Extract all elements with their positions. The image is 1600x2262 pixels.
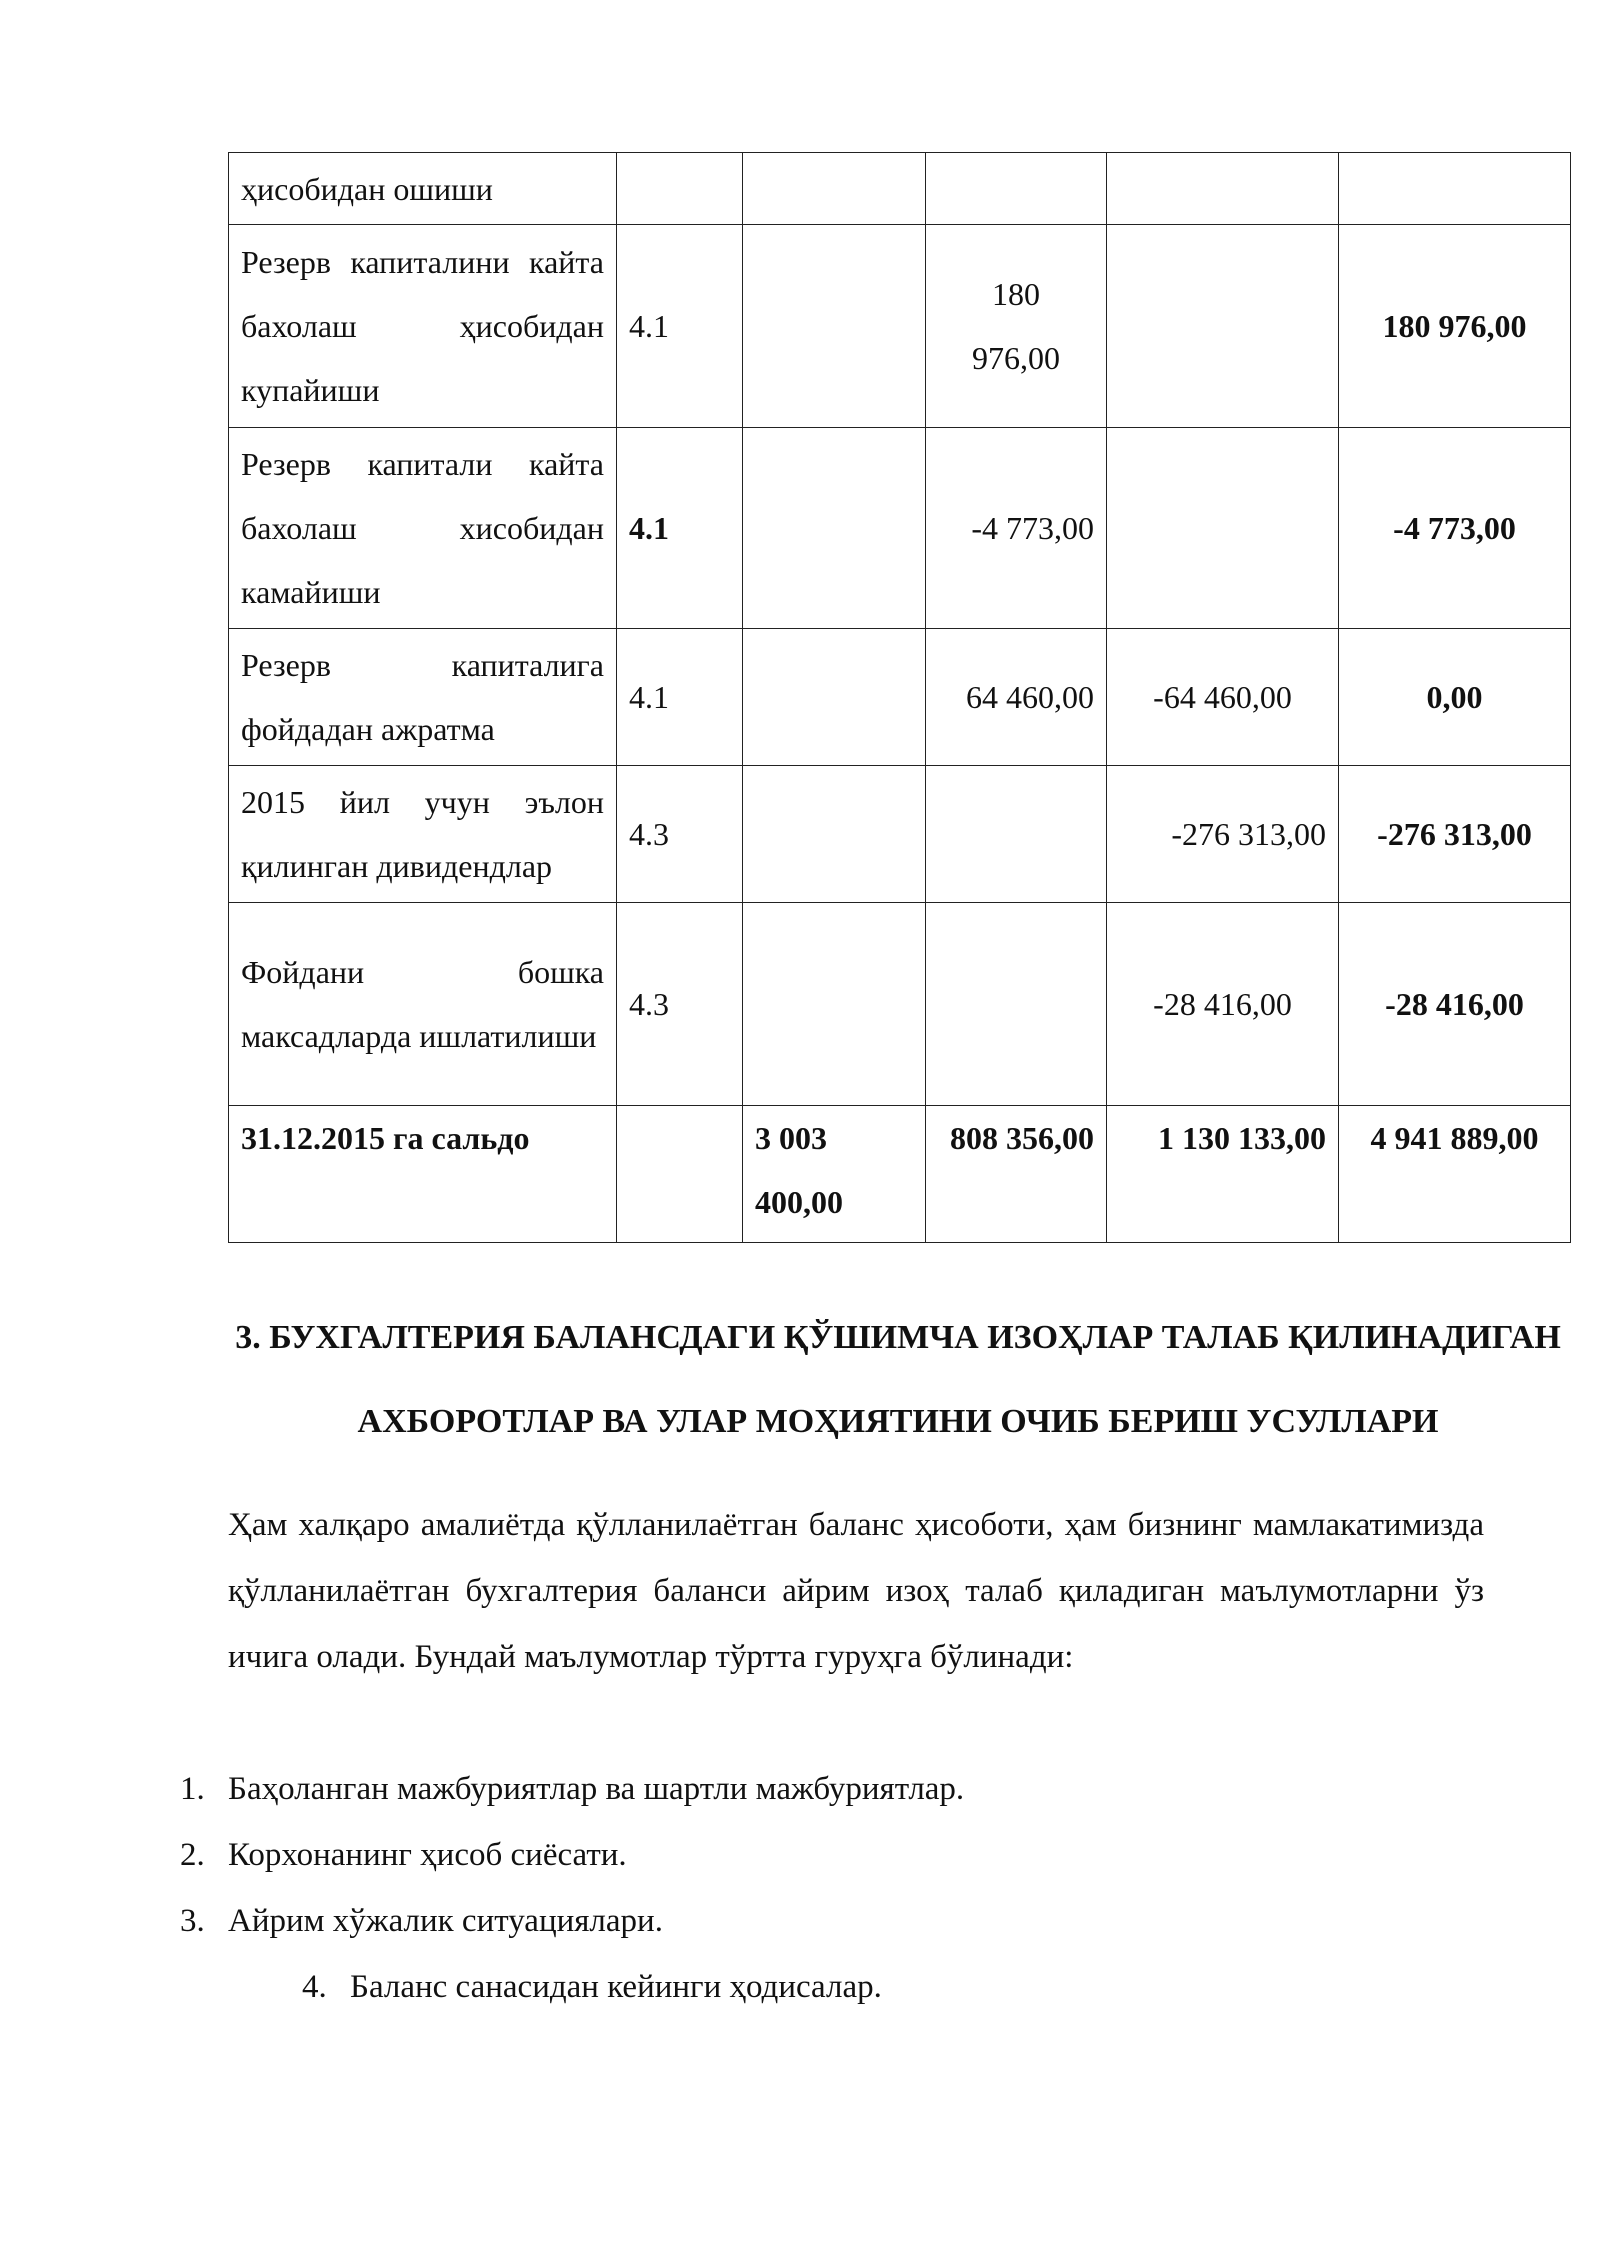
list-item bbox=[180, 1756, 965, 1822]
list-item bbox=[180, 1822, 627, 1888]
list-number: 3. bbox=[180, 1903, 205, 1939]
amount-cell bbox=[926, 153, 1107, 225]
amount-cell bbox=[1107, 153, 1339, 225]
amount-cell: 3 003 400,00 bbox=[743, 1106, 926, 1243]
table-row bbox=[229, 903, 1571, 1106]
body-paragraph: Ҳам халқаро амалиётда қўлланилаётган баланс ҳисоботи, ҳам бизнинг мамлакатимизда қўлланилаётган бухгалтерия баланси айрим изоҳ талаб қиладиган маълумотларни ўз ичига олади. Бундай маълумотлар тўртта гуруҳга бўлинади: bbox=[228, 1507, 1484, 1675]
total-cell: -4 773,00 bbox=[1339, 428, 1571, 629]
amount-cell bbox=[743, 766, 926, 903]
amount-cell: 1 130 133,00 bbox=[1107, 1106, 1339, 1243]
list-text: Корхонанинг ҳисоб сиёсати. bbox=[228, 1837, 627, 1873]
total-cell: 4 941 889,00 bbox=[1339, 1106, 1571, 1243]
note-cell: 4.1 bbox=[617, 629, 743, 766]
amount-cell bbox=[743, 428, 926, 629]
total-cell bbox=[1339, 153, 1571, 225]
note-cell bbox=[617, 1106, 743, 1243]
amount-cell bbox=[1107, 225, 1339, 428]
amount-cell bbox=[743, 629, 926, 766]
amount-cell bbox=[926, 766, 1107, 903]
list-text: Баланс санасидан кейинги ҳодисалар. bbox=[350, 1969, 882, 2005]
amount-cell bbox=[1107, 428, 1339, 629]
amount-cell bbox=[926, 903, 1107, 1106]
table-row bbox=[229, 153, 1571, 225]
amount-cell: -4 773,00 bbox=[926, 428, 1107, 629]
section-heading: 3. БУХГАЛТЕРИЯ БАЛАНСДАГИ ҚЎШИМЧА ИЗОҲЛАР ТАЛАБ ҚИЛИНАДИГАН АХБОРОТЛАР ВА УЛАР МОҲИЯТИНИ ОЧИБ БЕРИШ УСУЛЛАРИ bbox=[235, 1319, 1561, 1440]
amount-cell: -28 416,00 bbox=[1107, 903, 1339, 1106]
total-cell: 0,00 bbox=[1339, 629, 1571, 766]
amount-cell: 180 976,00 bbox=[926, 225, 1107, 428]
row-label: 31.12.2015 га сальдо bbox=[229, 1106, 617, 1243]
table-row bbox=[229, 766, 1571, 903]
equity-changes-table bbox=[228, 152, 1571, 1243]
list-item bbox=[302, 1954, 882, 2020]
note-cell: 4.1 bbox=[617, 225, 743, 428]
row-label: Резерв капиталига фойдадан ажратма bbox=[229, 629, 617, 766]
list-text: Баҳоланган мажбуриятлар ва шартли мажбуриятлар. bbox=[228, 1771, 965, 1807]
table-row bbox=[229, 225, 1571, 428]
amount-cell bbox=[743, 903, 926, 1106]
total-cell: 180 976,00 bbox=[1339, 225, 1571, 428]
note-cell bbox=[617, 153, 743, 225]
list-number: 1. bbox=[180, 1771, 205, 1807]
amount-cell bbox=[743, 153, 926, 225]
row-label: ҳисобидан ошиши bbox=[229, 153, 617, 225]
list-text: Айрим хўжалик ситуациялари. bbox=[228, 1903, 663, 1939]
list-item bbox=[180, 1888, 663, 1954]
amount-cell: 808 356,00 bbox=[926, 1106, 1107, 1243]
list-number: 4. bbox=[302, 1969, 327, 2005]
list-number: 2. bbox=[180, 1837, 205, 1873]
row-label: Резерв капиталини кайта бахолаш ҳисобидан купайиши bbox=[229, 225, 617, 428]
amount-cell: 64 460,00 bbox=[926, 629, 1107, 766]
table-row bbox=[229, 428, 1571, 629]
table-row bbox=[229, 629, 1571, 766]
row-label: 2015 йил учун эълон қилинган дивидендлар bbox=[229, 766, 617, 903]
note-cell: 4.1 bbox=[617, 428, 743, 629]
table-row-total bbox=[229, 1106, 1571, 1243]
row-label: Фойдани бошка максадларда ишлатилиши bbox=[229, 903, 617, 1106]
row-label: Резерв капитали кайта бахолаш хисобидан камайиши bbox=[229, 428, 617, 629]
amount-cell: -276 313,00 bbox=[1107, 766, 1339, 903]
note-cell: 4.3 bbox=[617, 766, 743, 903]
amount-cell: -64 460,00 bbox=[1107, 629, 1339, 766]
total-cell: -276 313,00 bbox=[1339, 766, 1571, 903]
amount-cell bbox=[743, 225, 926, 428]
note-cell: 4.3 bbox=[617, 903, 743, 1106]
total-cell: -28 416,00 bbox=[1339, 903, 1571, 1106]
